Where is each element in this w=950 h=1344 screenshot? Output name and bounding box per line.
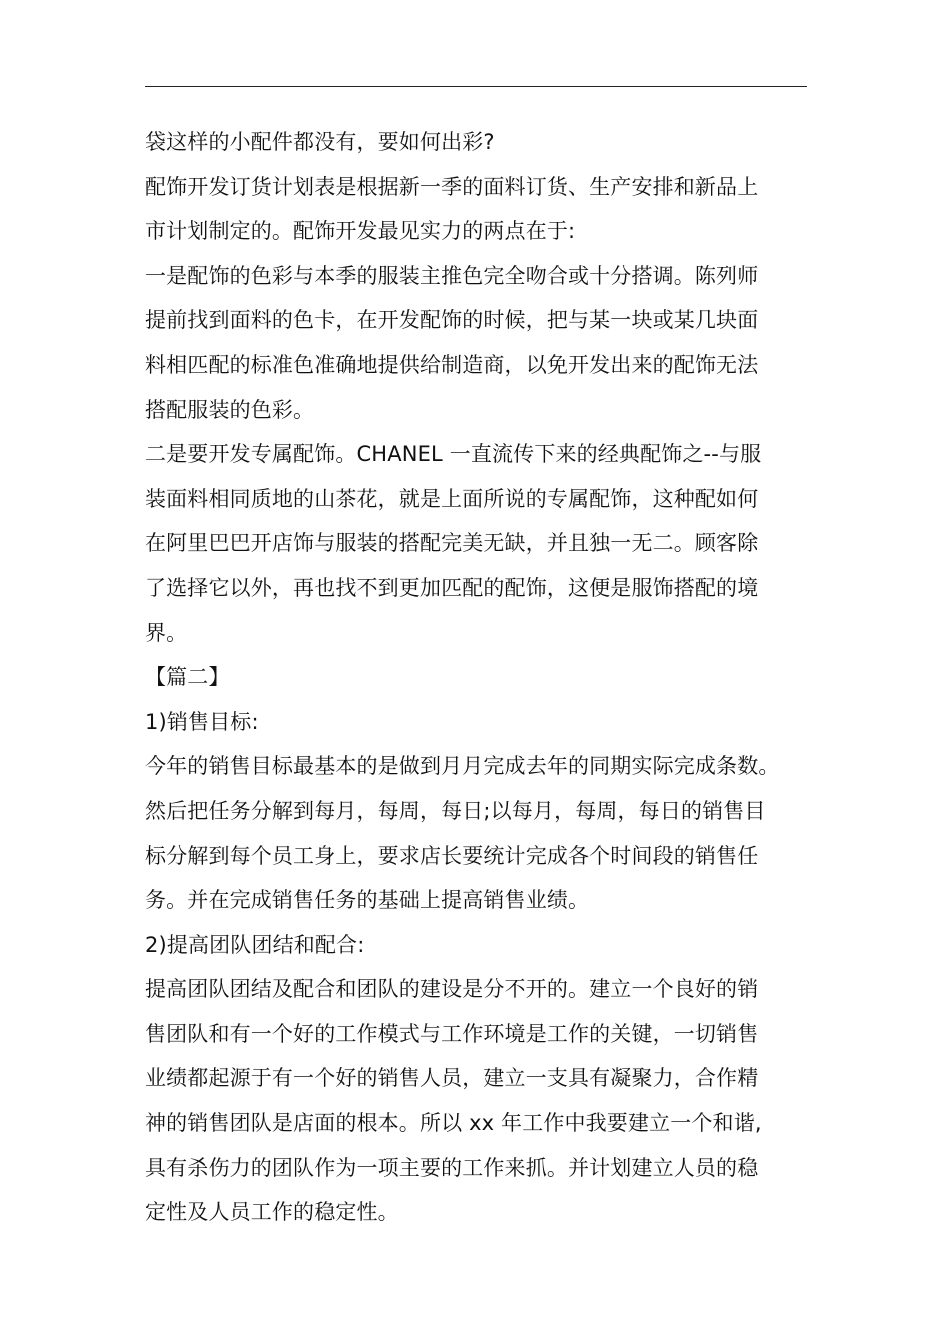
document-body xyxy=(145,120,815,1235)
text-line: 提高团队团结及配合和团队的建设是分不开的。建立一个良好的销 xyxy=(145,977,759,1002)
subheading: 1)销售目标: xyxy=(145,709,259,734)
text-line: 界。 xyxy=(145,620,188,645)
section-heading: 【篇二】 xyxy=(145,665,230,690)
text-line: 搭配服装的色彩。 xyxy=(145,397,315,422)
header-rule xyxy=(145,86,807,87)
text-line: 售团队和有一个好的工作模式与工作环境是工作的关键，一切销售 xyxy=(145,1021,759,1046)
text-line: 市计划制定的。配饰开发最见实力的两点在于: xyxy=(145,219,576,244)
text-line: 装面料相同质地的山茶花，就是上面所说的专属配饰，这种配如何 xyxy=(145,486,759,511)
text-line: 在阿里巴巴开店饰与服装的搭配完美无缺，并且独一无二。顾客除 xyxy=(145,531,759,556)
text-line: 提前找到面料的色卡，在开发配饰的时候，把与某一块或某几块面 xyxy=(145,308,759,333)
text-line: 神的销售团队是店面的根本。所以 xx 年工作中我要建立一个和谐, xyxy=(145,1111,762,1136)
text-line: 具有杀伤力的团队作为一项主要的工作来抓。并计划建立人员的稳 xyxy=(145,1155,759,1180)
text-line: 务。并在完成销售任务的基础上提高销售业绩。 xyxy=(145,888,590,913)
text-line: 标分解到每个员工身上，要求店长要统计完成各个时间段的销售任 xyxy=(145,843,759,868)
text-line: 料相匹配的标准色准确地提供给制造商，以免开发出来的配饰无法 xyxy=(145,352,759,377)
text-line: 二是要开发专属配饰。CHANEL 一直流传下来的经典配饰之--与服 xyxy=(145,442,762,467)
text-line: 今年的销售目标最基本的是做到月月完成去年的同期实际完成条数。 xyxy=(145,754,780,779)
text-line: 配饰开发订货计划表是根据新一季的面料订货、生产安排和新品上 xyxy=(145,174,759,199)
text-line: 了选择它以外，再也找不到更加匹配的配饰，这便是服饰搭配的境 xyxy=(145,575,759,600)
text-line: 业绩都起源于有一个好的销售人员，建立一支具有凝聚力，合作精 xyxy=(145,1066,759,1091)
text-line: 然后把任务分解到每月，每周，每日;以每月，每周，每日的销售目 xyxy=(145,798,766,823)
text-line: 定性及人员工作的稳定性。 xyxy=(145,1200,399,1225)
text-line: 一是配饰的色彩与本季的服装主推色完全吻合或十分搭调。陈列师 xyxy=(145,263,759,288)
text-line: 袋这样的小配件都没有，要如何出彩? xyxy=(145,130,495,154)
subheading: 2)提高团队团结和配合: xyxy=(145,932,365,957)
